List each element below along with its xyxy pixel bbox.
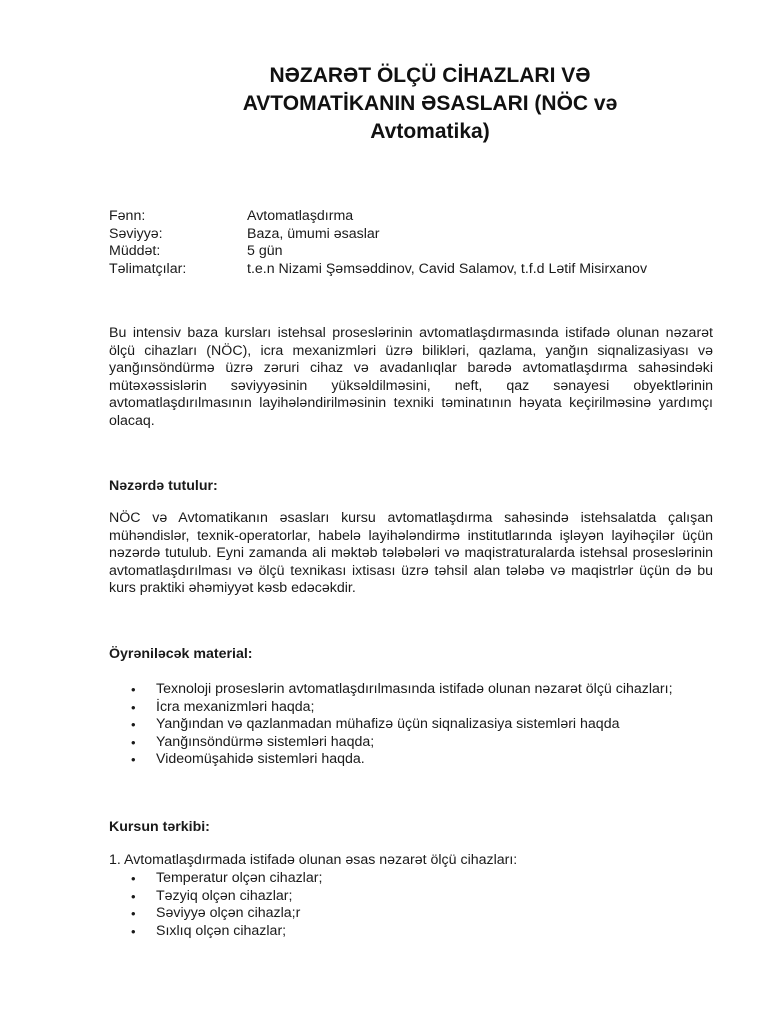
bullet-icon: •: [131, 699, 136, 715]
bullet-icon: •: [131, 752, 136, 767]
section-heading-material: Öyrəniləcək material:: [109, 646, 253, 662]
bullet-icon: •: [131, 906, 136, 921]
info-label: Səviyyə:: [109, 225, 163, 242]
bullet-icon: •: [131, 734, 136, 750]
bullet-icon: •: [131, 717, 136, 732]
document-title: [180, 62, 680, 146]
list-item: • Videomüşahidə sistemləri haqda.: [131, 751, 365, 767]
list-item: • İcra mexanizmləri haqda;: [131, 698, 315, 715]
list-item: • Səviyyə olçən cihazla;r: [131, 905, 301, 921]
title-line-3: Avtomatika): [370, 120, 490, 143]
list-item: • Texnoloji proseslərin avtomatlaşdırılmasında istifadə olunan nəzarət ölçü cihazları;: [131, 681, 673, 697]
content-intro-line: 1. Avtomatlaşdırmada istifadə olunan əsas nəzarət ölçü cihazları:: [109, 852, 518, 868]
material-list: [109, 681, 713, 769]
info-label: Təlimatçılar:: [109, 260, 187, 277]
section-heading-audience: Nəzərdə tutulur:: [109, 478, 218, 494]
title-line-2: AVTOMATİKANIN ƏSASLARI (NÖC və: [242, 92, 618, 115]
bullet-icon: •: [131, 871, 136, 886]
list-item: • Təzyiq olçən cihazlar;: [131, 887, 293, 904]
audience-paragraph: NÖC və Avtomatikanın əsasları kursu avtomatlaşdırma sahəsində istehsalatda çalışan mühəndislər, texnik-operatorlar, habelə layihələndirmə institutlarında işləyən layihəçilər üçün nəzərdə tutulub. Eyni zamanda ali məktəb tələbələri və maqistraturalarda istehsal proseslərinin avtomatlaşdırılması və ölçü texnikası ixtisası üzrə təhsil alan tələbə və maqistrlər üçün də bu kurs praktiki əhəmiyyət kəsb edəcəkdir.: [109, 510, 713, 596]
info-value: Avtomatlaşdırma: [247, 208, 354, 224]
info-label: Müddət:: [109, 243, 161, 259]
course-info-table: [109, 208, 709, 278]
info-row-duration: [109, 243, 709, 261]
info-value: t.e.n Nizami Şəmsəddinov, Cavid Salamov, t.f.d Lətif Misirxanov: [247, 260, 648, 277]
list-item: • Yanğınsöndürmə sistemləri haqda;: [131, 733, 375, 750]
bullet-icon: •: [131, 682, 136, 697]
info-value: Baza, ümumi əsaslar: [247, 225, 380, 242]
bullet-icon: •: [131, 888, 136, 904]
section-heading-content: Kursun tərkibi:: [109, 819, 210, 835]
intro-paragraph: Bu intensiv baza kursları istehsal proseslərinin avtomatlaşdırmasında istifadə olunan nəzarət ölçü cihazları (NÖC), icra mexanizmləri üzrə bilikləri, qazlama, yanğın siqnalizasiyası və yanğınsöndürmə üzrə zəruri cihaz və avadanlıqlar barədə avtomatlaşdırma sahəsindəki mütəxəssislərin səviyyəsinin yüksəldilməsini, neft, qaz sənayesi obyektlərinin avtomatlaşdırılmasının layihələndirilməsinin texniki təminatının həyata keçirilməsinə yardımçı olacaq.: [109, 325, 713, 429]
title-line-1: NƏZARƏT ÖLÇÜ CİHAZLARI VƏ: [269, 64, 591, 87]
list-item: • Yanğından və qazlanmadan mühafizə üçün siqnalizasiya sistemləri haqda: [131, 716, 620, 732]
list-item: • Sıxlıq olçən cihazlar;: [131, 922, 287, 939]
info-row-subject: [109, 208, 709, 226]
info-row-level: [109, 226, 709, 244]
list-item: • Temperatur olçən cihazlar;: [131, 870, 323, 886]
content-list: [109, 870, 713, 940]
info-row-instructors: [109, 261, 709, 279]
bullet-icon: •: [131, 923, 136, 939]
info-label: Fənn:: [109, 208, 146, 224]
info-value: 5 gün: [247, 243, 283, 259]
